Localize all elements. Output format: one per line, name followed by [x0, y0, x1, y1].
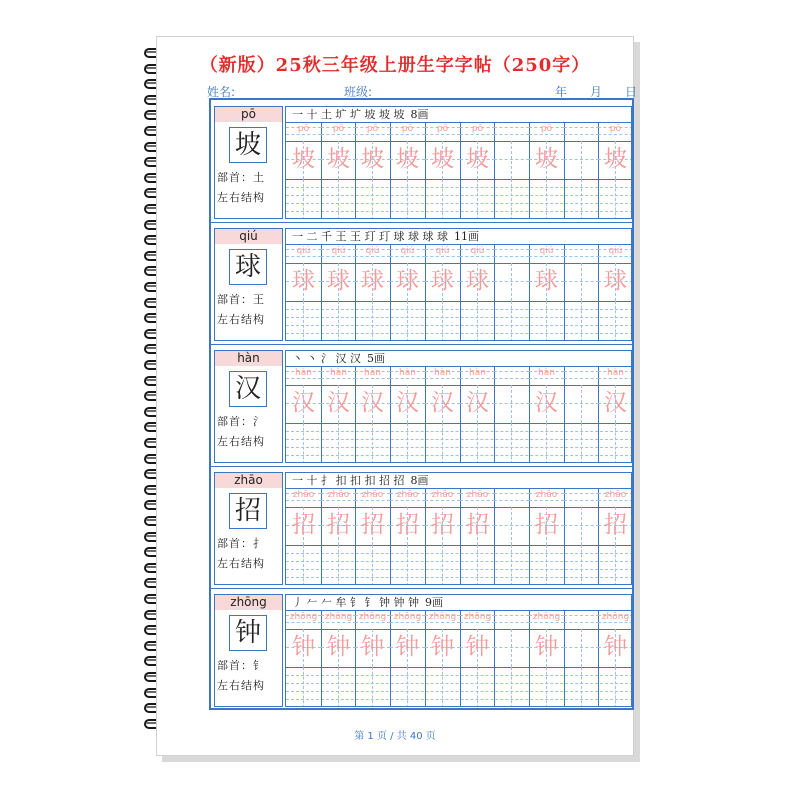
- guide-line: [372, 301, 373, 341]
- pinyin-trace: zhāo: [535, 490, 558, 500]
- character-trace: 坡: [327, 146, 350, 172]
- character-trace: 球: [396, 268, 419, 294]
- pinyin-trace: qiú: [608, 246, 623, 256]
- pinyin-trace-cell[interactable]: [355, 489, 390, 507]
- character-block: [211, 591, 632, 713]
- pinyin-trace: zhāo: [327, 490, 350, 500]
- character-trace-cell[interactable]: [529, 263, 564, 301]
- stroke-order-row: [286, 595, 632, 611]
- character-trace: 球: [604, 268, 627, 294]
- stroke-order-row: [286, 473, 632, 489]
- pinyin-trace-cell[interactable]: [355, 123, 390, 141]
- character-trace-cell[interactable]: [494, 629, 529, 667]
- practice-sheet: [209, 98, 634, 710]
- pinyin-trace-cell[interactable]: [355, 611, 390, 629]
- pinyin-trace-cell[interactable]: [321, 611, 356, 629]
- character-trace: 坡: [292, 146, 315, 172]
- character-trace-cell[interactable]: [286, 385, 321, 423]
- pinyin-trace-cell[interactable]: [425, 245, 460, 263]
- guide-line: [615, 423, 616, 463]
- pinyin-trace: qiú: [296, 246, 311, 256]
- pinyin-trace-cell[interactable]: [598, 611, 632, 629]
- guide-line: [407, 179, 408, 219]
- character-trace: 钟: [466, 634, 489, 660]
- pinyin-trace: qiú: [400, 246, 415, 256]
- character-trace-cell[interactable]: [529, 141, 564, 179]
- character-trace: 招: [361, 512, 384, 538]
- guide-line: [477, 545, 478, 585]
- character-trace: 招: [535, 512, 558, 538]
- character-trace-cell[interactable]: [390, 263, 425, 301]
- pinyin-trace: zhāo: [361, 490, 384, 500]
- character-trace-cell[interactable]: [425, 263, 460, 301]
- page-title: （新版）25秋三年级上册生字字帖（250字）: [199, 55, 591, 76]
- character-trace-cell[interactable]: [494, 141, 529, 179]
- character-trace-cell[interactable]: [286, 629, 321, 667]
- character-trace-cell[interactable]: [460, 507, 495, 545]
- character-info-cell: [214, 350, 283, 463]
- character-trace: 坡: [396, 146, 419, 172]
- pinyin-trace-cell[interactable]: [390, 367, 425, 385]
- character-trace-cell[interactable]: [564, 629, 599, 667]
- guide-line: [615, 179, 616, 219]
- radical-label: 部首：氵: [217, 415, 265, 428]
- character-trace-cell[interactable]: [355, 507, 390, 545]
- practice-grid: [285, 228, 632, 341]
- character-trace-cell[interactable]: [355, 629, 390, 667]
- character-trace-cell[interactable]: [425, 385, 460, 423]
- practice-grid: [285, 350, 632, 463]
- pinyin-trace-cell[interactable]: [460, 489, 495, 507]
- pinyin-trace-cell[interactable]: [564, 489, 599, 507]
- pinyin-label: hàn: [215, 351, 282, 366]
- pinyin-trace-cell[interactable]: [529, 489, 564, 507]
- month-label: 月: [590, 85, 603, 99]
- guide-line: [442, 545, 443, 585]
- guide-line: [338, 545, 339, 585]
- guide-line: [477, 423, 478, 463]
- pinyin-trace: hàn: [399, 368, 416, 378]
- character-trace-cell[interactable]: [598, 385, 632, 423]
- pinyin-trace-cell[interactable]: [529, 367, 564, 385]
- character-trace: 汉: [604, 390, 627, 416]
- character-trace: 汉: [396, 390, 419, 416]
- character-trace-cell[interactable]: [355, 263, 390, 301]
- character-trace-cell[interactable]: [390, 141, 425, 179]
- pinyin-trace: zhōng: [289, 612, 318, 622]
- pinyin-trace-cell[interactable]: [529, 123, 564, 141]
- pinyin-trace-cell[interactable]: [598, 123, 632, 141]
- character-trace: 招: [292, 512, 315, 538]
- radical-label: 部首：钅: [217, 659, 265, 672]
- character-trace-cell[interactable]: [494, 385, 529, 423]
- model-character: 钟: [229, 615, 267, 651]
- stroke-count: 8画: [410, 108, 429, 121]
- character-trace-cell[interactable]: [529, 385, 564, 423]
- pinyin-label: zhāo: [215, 473, 282, 488]
- pinyin-trace-cell[interactable]: [460, 245, 495, 263]
- character-trace: 汉: [535, 390, 558, 416]
- pinyin-trace: hàn: [364, 368, 381, 378]
- pinyin-trace: zhāo: [466, 490, 489, 500]
- stroke-count: 11画: [453, 230, 479, 243]
- guide-line: [615, 545, 616, 585]
- model-character: 球: [229, 249, 267, 285]
- character-trace: 坡: [535, 146, 558, 172]
- guide-line: [372, 545, 373, 585]
- guide-line: [546, 179, 547, 219]
- character-trace-cell[interactable]: [598, 263, 632, 301]
- pinyin-label: zhōng: [215, 595, 282, 610]
- guide-line: [546, 423, 547, 463]
- character-trace-cell[interactable]: [564, 385, 599, 423]
- guide-line: [511, 423, 512, 463]
- pinyin-trace: zhōng: [358, 612, 387, 622]
- character-trace: 钟: [604, 634, 627, 660]
- character-trace-cell[interactable]: [564, 141, 599, 179]
- pinyin-trace-cell[interactable]: [529, 611, 564, 629]
- character-trace: 坡: [604, 146, 627, 172]
- pinyin-trace-cell[interactable]: [286, 123, 321, 141]
- character-block: [211, 347, 632, 469]
- pinyin-trace: zhāo: [604, 490, 627, 500]
- character-trace-cell[interactable]: [321, 629, 356, 667]
- guide-line: [615, 667, 616, 707]
- character-trace: 汉: [327, 390, 350, 416]
- pinyin-trace: hàn: [434, 368, 451, 378]
- guide-line: [511, 667, 512, 707]
- practice-grid: [285, 594, 632, 707]
- pinyin-trace-cell[interactable]: [529, 245, 564, 263]
- guide-line: [338, 667, 339, 707]
- stroke-count: 8画: [410, 474, 429, 487]
- pinyin-trace: zhōng: [601, 612, 630, 622]
- character-trace-cell[interactable]: [321, 263, 356, 301]
- character-trace: 招: [604, 512, 627, 538]
- character-trace-cell[interactable]: [460, 263, 495, 301]
- pinyin-trace-cell[interactable]: [425, 367, 460, 385]
- pinyin-trace-cell[interactable]: [494, 123, 529, 141]
- guide-line: [442, 423, 443, 463]
- pinyin-trace: pō: [297, 124, 310, 134]
- character-block: [211, 103, 632, 225]
- practice-grid: [285, 106, 632, 219]
- pinyin-trace: zhōng: [428, 612, 457, 622]
- character-trace: 钟: [535, 634, 558, 660]
- pinyin-trace: hàn: [295, 368, 312, 378]
- structure-label: 左右结构: [217, 679, 265, 692]
- pinyin-trace: hàn: [538, 368, 555, 378]
- character-trace-cell[interactable]: [321, 507, 356, 545]
- character-trace-cell[interactable]: [355, 141, 390, 179]
- class-label: 班级:: [344, 85, 373, 99]
- pinyin-trace-cell[interactable]: [564, 123, 599, 141]
- character-trace: 球: [466, 268, 489, 294]
- character-trace: 钟: [327, 634, 350, 660]
- radical-label: 部首：王: [217, 293, 265, 306]
- pinyin-trace: pō: [401, 124, 414, 134]
- day-label: 日: [625, 85, 638, 99]
- guide-line: [407, 545, 408, 585]
- character-trace-cell[interactable]: [425, 507, 460, 545]
- character-trace-cell[interactable]: [598, 141, 632, 179]
- character-trace-cell[interactable]: [321, 385, 356, 423]
- guide-line: [511, 179, 512, 219]
- character-trace: 钟: [396, 634, 419, 660]
- pinyin-label: qiú: [215, 229, 282, 244]
- pinyin-trace: hàn: [607, 368, 624, 378]
- character-trace-cell[interactable]: [529, 507, 564, 545]
- pinyin-trace-cell[interactable]: [286, 367, 321, 385]
- character-trace-cell[interactable]: [460, 141, 495, 179]
- pinyin-trace-cell[interactable]: [564, 611, 599, 629]
- character-trace: 坡: [466, 146, 489, 172]
- worksheet-page: [156, 36, 638, 756]
- guide-line: [511, 545, 512, 585]
- character-trace: 球: [327, 268, 350, 294]
- character-trace: 坡: [361, 146, 384, 172]
- block-separator: [211, 588, 632, 589]
- guide-line: [442, 667, 443, 707]
- guide-line: [303, 301, 304, 341]
- pinyin-trace: zhāo: [292, 490, 315, 500]
- character-trace-cell[interactable]: [529, 629, 564, 667]
- guide-line: [477, 301, 478, 341]
- pinyin-trace: zhōng: [532, 612, 561, 622]
- pinyin-trace-cell[interactable]: [425, 489, 460, 507]
- student-info-row: [207, 83, 637, 99]
- character-trace-cell[interactable]: [494, 263, 529, 301]
- character-trace-cell[interactable]: [286, 507, 321, 545]
- character-info-cell: [214, 594, 283, 707]
- character-trace: 坡: [431, 146, 454, 172]
- pinyin-trace: qiú: [365, 246, 380, 256]
- block-separator: [211, 344, 632, 345]
- pinyin-trace-cell[interactable]: [598, 489, 632, 507]
- guide-line: [372, 423, 373, 463]
- pinyin-trace: pō: [471, 124, 484, 134]
- pinyin-trace-cell[interactable]: [494, 245, 529, 263]
- guide-line: [338, 423, 339, 463]
- page-footer: 第 1 页 / 共 40 页: [354, 731, 436, 742]
- model-character: 汉: [229, 371, 267, 407]
- guide-line: [546, 301, 547, 341]
- guide-line: [581, 545, 582, 585]
- pinyin-trace: qiú: [331, 246, 346, 256]
- pinyin-trace: pō: [609, 124, 622, 134]
- pinyin-trace: qiú: [470, 246, 485, 256]
- pinyin-label: pō: [215, 107, 282, 122]
- pinyin-trace-cell[interactable]: [390, 245, 425, 263]
- stroke-order: 一 二 千 王 王 玎 玎 球 球 球 球: [292, 230, 448, 243]
- pinyin-trace-cell[interactable]: [321, 245, 356, 263]
- character-trace-cell[interactable]: [425, 629, 460, 667]
- guide-line: [546, 667, 547, 707]
- name-label: 姓名:: [207, 85, 236, 99]
- character-trace: 汉: [431, 390, 454, 416]
- character-trace: 汉: [292, 390, 315, 416]
- block-separator: [211, 466, 632, 467]
- pinyin-trace-cell[interactable]: [564, 245, 599, 263]
- model-character: 坡: [229, 127, 267, 163]
- character-trace: 钟: [361, 634, 384, 660]
- character-trace: 球: [431, 268, 454, 294]
- guide-line: [442, 179, 443, 219]
- pinyin-trace-cell[interactable]: [390, 489, 425, 507]
- pinyin-trace-cell[interactable]: [425, 611, 460, 629]
- structure-label: 左右结构: [217, 435, 265, 448]
- guide-line: [407, 423, 408, 463]
- character-trace-cell[interactable]: [425, 141, 460, 179]
- character-trace-cell[interactable]: [564, 507, 599, 545]
- guide-line: [407, 301, 408, 341]
- pinyin-trace: zhāo: [431, 490, 454, 500]
- character-trace: 招: [396, 512, 419, 538]
- pinyin-trace: qiú: [435, 246, 450, 256]
- stroke-order-row: [286, 229, 632, 245]
- guide-line: [303, 179, 304, 219]
- practice-grid: [285, 472, 632, 585]
- character-trace: 招: [466, 512, 489, 538]
- pinyin-trace-cell[interactable]: [390, 611, 425, 629]
- pinyin-trace: zhōng: [324, 612, 353, 622]
- structure-label: 左右结构: [217, 557, 265, 570]
- guide-line: [581, 301, 582, 341]
- guide-line: [546, 545, 547, 585]
- character-trace: 钟: [292, 634, 315, 660]
- radical-label: 部首：土: [217, 171, 265, 184]
- pinyin-trace-cell[interactable]: [494, 611, 529, 629]
- character-trace: 汉: [466, 390, 489, 416]
- guide-line: [581, 667, 582, 707]
- stroke-order: 一 十 土 圹 圹 坡 坡 坡: [292, 108, 405, 121]
- character-trace: 招: [327, 512, 350, 538]
- pinyin-trace-cell[interactable]: [321, 123, 356, 141]
- pinyin-trace-cell[interactable]: [564, 367, 599, 385]
- character-block: [211, 469, 632, 591]
- character-trace-cell[interactable]: [390, 385, 425, 423]
- guide-line: [581, 423, 582, 463]
- stroke-order-row: [286, 351, 632, 367]
- pinyin-trace-cell[interactable]: [460, 611, 495, 629]
- pinyin-trace-cell[interactable]: [460, 367, 495, 385]
- pinyin-trace: pō: [540, 124, 553, 134]
- pinyin-trace-cell[interactable]: [355, 367, 390, 385]
- character-info-cell: [214, 106, 283, 219]
- guide-line: [477, 667, 478, 707]
- character-trace-cell[interactable]: [286, 141, 321, 179]
- pinyin-trace: qiú: [539, 246, 554, 256]
- guide-line: [477, 179, 478, 219]
- character-trace-cell[interactable]: [598, 629, 632, 667]
- character-trace-cell[interactable]: [598, 507, 632, 545]
- character-trace-cell[interactable]: [286, 263, 321, 301]
- pinyin-trace: zhōng: [463, 612, 492, 622]
- guide-line: [338, 301, 339, 341]
- character-trace-cell[interactable]: [390, 629, 425, 667]
- pinyin-trace-cell[interactable]: [286, 611, 321, 629]
- guide-line: [303, 545, 304, 585]
- structure-label: 左右结构: [217, 313, 265, 326]
- guide-line: [372, 667, 373, 707]
- stroke-order: 丶 丶 氵 汉 汉: [292, 352, 361, 365]
- radical-label: 部首：扌: [217, 537, 265, 550]
- character-trace: 球: [361, 268, 384, 294]
- stroke-count: 5画: [367, 352, 385, 365]
- stroke-order: 丿 𠂉 𠂉 牟 钅 钅 钟 钟 钟: [292, 596, 419, 609]
- guide-line: [303, 423, 304, 463]
- character-block: [211, 225, 632, 347]
- character-trace: 钟: [431, 634, 454, 660]
- stroke-count: 9画: [424, 596, 443, 609]
- pinyin-trace-cell[interactable]: [460, 123, 495, 141]
- character-trace-cell[interactable]: [321, 141, 356, 179]
- pinyin-trace: pō: [436, 124, 449, 134]
- pinyin-trace-cell[interactable]: [355, 245, 390, 263]
- guide-line: [442, 301, 443, 341]
- stroke-order-row: [286, 107, 632, 123]
- guide-line: [372, 179, 373, 219]
- character-info-cell: [214, 472, 283, 585]
- character-trace: 汉: [361, 390, 384, 416]
- stroke-order: 一 十 扌 扣 扣 扣 招 招: [292, 474, 405, 487]
- pinyin-trace-cell[interactable]: [321, 489, 356, 507]
- guide-line: [511, 301, 512, 341]
- pinyin-trace: pō: [332, 124, 345, 134]
- pinyin-trace-cell[interactable]: [286, 489, 321, 507]
- pinyin-trace-cell[interactable]: [494, 367, 529, 385]
- character-trace: 招: [431, 512, 454, 538]
- structure-label: 左右结构: [217, 191, 265, 204]
- character-trace: 球: [535, 268, 558, 294]
- pinyin-trace-cell[interactable]: [494, 489, 529, 507]
- character-trace-cell[interactable]: [355, 385, 390, 423]
- guide-line: [615, 301, 616, 341]
- character-trace-cell[interactable]: [494, 507, 529, 545]
- guide-line: [303, 667, 304, 707]
- pinyin-trace: pō: [366, 124, 379, 134]
- character-trace-cell[interactable]: [564, 263, 599, 301]
- character-trace-cell[interactable]: [460, 629, 495, 667]
- pinyin-trace: hàn: [469, 368, 486, 378]
- pinyin-trace-cell[interactable]: [321, 367, 356, 385]
- pinyin-trace: hàn: [330, 368, 347, 378]
- model-character: 招: [229, 493, 267, 529]
- character-info-cell: [214, 228, 283, 341]
- pinyin-trace-cell[interactable]: [598, 245, 632, 263]
- character-trace-cell[interactable]: [460, 385, 495, 423]
- pinyin-trace-cell[interactable]: [425, 123, 460, 141]
- guide-line: [407, 667, 408, 707]
- pinyin-trace-cell[interactable]: [286, 245, 321, 263]
- character-trace-cell[interactable]: [390, 507, 425, 545]
- year-label: 年: [555, 85, 568, 99]
- guide-line: [338, 179, 339, 219]
- block-separator: [211, 222, 632, 223]
- character-trace: 球: [292, 268, 315, 294]
- pinyin-trace: zhōng: [393, 612, 422, 622]
- pinyin-trace-cell[interactable]: [390, 123, 425, 141]
- guide-line: [581, 179, 582, 219]
- pinyin-trace: zhāo: [396, 490, 419, 500]
- pinyin-trace-cell[interactable]: [598, 367, 632, 385]
